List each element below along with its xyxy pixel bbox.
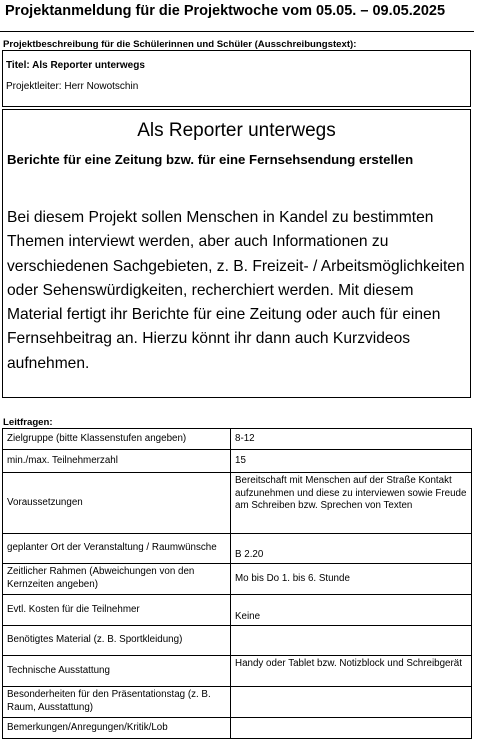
table-row bbox=[3, 718, 472, 739]
page-title: Projektanmeldung für die Projektwoche vom 05.05. – 09.05.2025 bbox=[5, 3, 446, 19]
guiding-questions-table bbox=[2, 428, 472, 739]
announcement-heading: Als Reporter unterwegs bbox=[137, 120, 336, 141]
row-label: Zielgruppe (bitte Klassenstufen angeben) bbox=[3, 429, 231, 450]
row-value: Bereitschaft mit Menschen auf der Straße Kontakt aufzunehmen und diese zu interviewen sowie Freude am Schreiben bzw. Sprechen von Texten bbox=[231, 473, 472, 534]
table-row bbox=[3, 429, 472, 450]
description-header: Projektbeschreibung für die Schülerinnen und Schüler (Ausschreibungstext): bbox=[3, 39, 357, 50]
table-row bbox=[3, 473, 472, 534]
table-row bbox=[3, 564, 472, 595]
row-value: B 2.20 bbox=[231, 534, 472, 564]
row-label: Zeitlicher Rahmen (Abweichungen von den Kernzeiten angeben) bbox=[3, 564, 231, 595]
row-value: 15 bbox=[231, 450, 472, 473]
table-row bbox=[3, 687, 472, 718]
row-value bbox=[231, 626, 472, 656]
row-label: Bemerkungen/Anregungen/Kritik/Lob bbox=[3, 718, 231, 739]
title-divider bbox=[0, 31, 474, 32]
row-label: Besonderheiten für den Präsentationstag (z. B. Raum, Ausstattung) bbox=[3, 687, 231, 718]
table-row bbox=[3, 656, 472, 687]
announcement-subheading: Berichte für eine Zeitung bzw. für eine Fernsehsendung erstellen bbox=[7, 152, 414, 167]
table-row bbox=[3, 534, 472, 564]
guiding-questions-label: Leitfragen: bbox=[3, 417, 53, 428]
row-label: Voraussetzungen bbox=[3, 473, 231, 534]
announcement-box bbox=[2, 109, 471, 398]
row-label: Technische Ausstattung bbox=[3, 656, 231, 687]
table-row bbox=[3, 450, 472, 473]
row-value bbox=[231, 718, 472, 739]
table-row bbox=[3, 595, 472, 626]
row-value bbox=[231, 687, 472, 718]
row-value: Keine bbox=[231, 595, 472, 626]
project-leader-line: Projektleiter: Herr Nowotschin bbox=[6, 81, 139, 92]
row-value: 8-12 bbox=[231, 429, 472, 450]
table-row bbox=[3, 626, 472, 656]
project-info-box bbox=[2, 50, 471, 107]
row-label: Evtl. Kosten für die Teilnehmer bbox=[3, 595, 231, 626]
project-title-line: Titel: Als Reporter unterwegs bbox=[6, 60, 145, 71]
row-label: min./max. Teilnehmerzahl bbox=[3, 450, 231, 473]
row-label: Benötigtes Material (z. B. Sportkleidung) bbox=[3, 626, 231, 656]
row-value: Mo bis Do 1. bis 6. Stunde bbox=[231, 564, 472, 595]
announcement-body: Bei diesem Projekt sollen Menschen in Kandel zu bestimmten Themen interviewt werden, aber auch Informationen zu verschiedenen Sachgebieten, z. B. Freizeit- / Arbeitsmöglichkeiten oder Sehenswürdigkeiten, recherchiert werden. Mit diesem Material fertigt ihr Berichte für eine Zeitung oder auch für einen Fernsehbeitrag an. Hierzu könnt ihr dann auch Kurzvideos aufnehmen. bbox=[7, 209, 465, 372]
row-label: geplanter Ort der Veranstaltung / Raumwünsche bbox=[3, 534, 231, 564]
row-value: Handy oder Tablet bzw. Notizblock und Schreibgerät bbox=[231, 656, 472, 687]
